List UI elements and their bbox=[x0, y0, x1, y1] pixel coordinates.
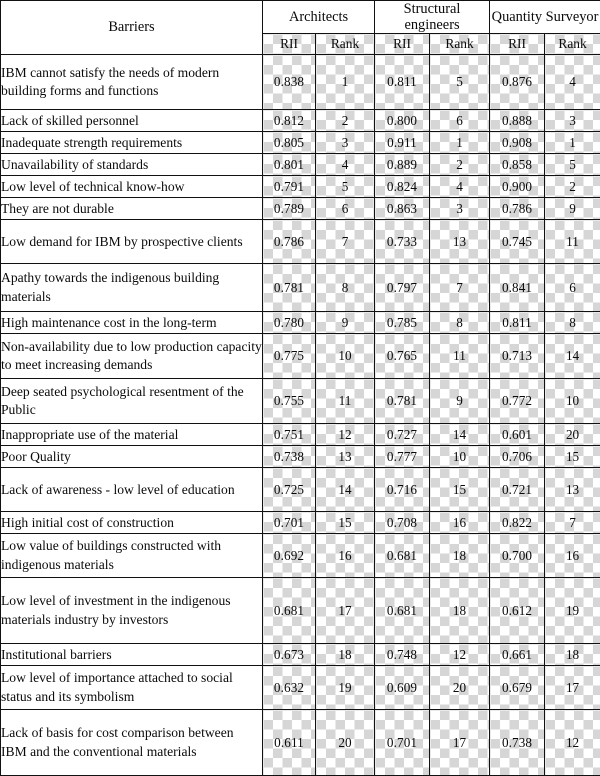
cell-qs-rank: 14 bbox=[545, 334, 600, 379]
cell-qs-rii: 0.811 bbox=[490, 312, 545, 334]
cell-architects-rank: 16 bbox=[316, 534, 375, 578]
table-row bbox=[1, 198, 600, 220]
cell-qs-rank: 4 bbox=[545, 55, 600, 110]
cell-architects-rii: 0.701 bbox=[263, 512, 316, 534]
cell-qs-rii: 0.738 bbox=[490, 710, 545, 776]
cell-architects-rii: 0.812 bbox=[263, 110, 316, 132]
column-header-qs-rii: RII bbox=[490, 34, 545, 55]
barrier-label: Low level of importance attached to social status and its symbolism bbox=[1, 666, 263, 710]
cell-structural-rii: 0.701 bbox=[375, 710, 430, 776]
table-row bbox=[1, 55, 600, 110]
cell-qs-rii: 0.822 bbox=[490, 512, 545, 534]
cell-qs-rii: 0.908 bbox=[490, 132, 545, 154]
table-row bbox=[1, 312, 600, 334]
cell-qs-rank: 11 bbox=[545, 220, 600, 264]
cell-structural-rii: 0.863 bbox=[375, 198, 430, 220]
cell-structural-rii: 0.609 bbox=[375, 666, 430, 710]
cell-qs-rank: 2 bbox=[545, 176, 600, 198]
barrier-label: Low value of buildings constructed with indigenous materials bbox=[1, 534, 263, 578]
table-row bbox=[1, 176, 600, 198]
cell-architects-rii: 0.781 bbox=[263, 264, 316, 312]
cell-structural-rank: 2 bbox=[430, 154, 490, 176]
cell-structural-rii: 0.824 bbox=[375, 176, 430, 198]
cell-structural-rank: 18 bbox=[430, 578, 490, 644]
cell-architects-rii: 0.673 bbox=[263, 644, 316, 666]
cell-architects-rank: 6 bbox=[316, 198, 375, 220]
table-body bbox=[1, 55, 600, 776]
cell-qs-rii: 0.713 bbox=[490, 334, 545, 379]
cell-qs-rank: 16 bbox=[545, 534, 600, 578]
barrier-label: IBM cannot satisfy the needs of modern building forms and functions bbox=[1, 55, 263, 110]
cell-qs-rank: 8 bbox=[545, 312, 600, 334]
cell-qs-rii: 0.841 bbox=[490, 264, 545, 312]
cell-structural-rank: 6 bbox=[430, 110, 490, 132]
table-row bbox=[1, 154, 600, 176]
column-header-structural-rii: RII bbox=[375, 34, 430, 55]
cell-qs-rank: 5 bbox=[545, 154, 600, 176]
barrier-label: Institutional barriers bbox=[1, 644, 263, 666]
barrier-label: Low demand for IBM by prospective clients bbox=[1, 220, 263, 264]
cell-qs-rank: 15 bbox=[545, 446, 600, 468]
cell-structural-rank: 18 bbox=[430, 534, 490, 578]
cell-qs-rii: 0.786 bbox=[490, 198, 545, 220]
cell-qs-rii: 0.612 bbox=[490, 578, 545, 644]
cell-structural-rii: 0.889 bbox=[375, 154, 430, 176]
cell-structural-rank: 15 bbox=[430, 468, 490, 512]
cell-architects-rii: 0.632 bbox=[263, 666, 316, 710]
cell-structural-rank: 12 bbox=[430, 644, 490, 666]
cell-structural-rank: 11 bbox=[430, 334, 490, 379]
table-row bbox=[1, 220, 600, 264]
cell-architects-rank: 18 bbox=[316, 644, 375, 666]
column-group-quantity-surveyor: Quantity Surveyor bbox=[490, 1, 600, 34]
cell-qs-rii: 0.679 bbox=[490, 666, 545, 710]
column-group-structural-engineers: Structural engineers bbox=[375, 1, 490, 34]
barrier-label: High maintenance cost in the long-term bbox=[1, 312, 263, 334]
cell-architects-rii: 0.780 bbox=[263, 312, 316, 334]
cell-architects-rank: 3 bbox=[316, 132, 375, 154]
cell-architects-rank: 15 bbox=[316, 512, 375, 534]
cell-qs-rii: 0.661 bbox=[490, 644, 545, 666]
cell-architects-rank: 5 bbox=[316, 176, 375, 198]
table-row bbox=[1, 424, 600, 446]
barrier-label: Unavailability of standards bbox=[1, 154, 263, 176]
table-row bbox=[1, 468, 600, 512]
barrier-label: Lack of skilled personnel bbox=[1, 110, 263, 132]
barrier-label: Deep seated psychological resentment of the Public bbox=[1, 379, 263, 424]
cell-qs-rii: 0.706 bbox=[490, 446, 545, 468]
cell-qs-rank: 18 bbox=[545, 644, 600, 666]
cell-structural-rank: 8 bbox=[430, 312, 490, 334]
table-row bbox=[1, 264, 600, 312]
cell-qs-rank: 9 bbox=[545, 198, 600, 220]
cell-architects-rii: 0.692 bbox=[263, 534, 316, 578]
cell-qs-rank: 6 bbox=[545, 264, 600, 312]
table-row bbox=[1, 379, 600, 424]
cell-structural-rank: 4 bbox=[430, 176, 490, 198]
cell-structural-rii: 0.733 bbox=[375, 220, 430, 264]
cell-architects-rank: 9 bbox=[316, 312, 375, 334]
cell-architects-rii: 0.611 bbox=[263, 710, 316, 776]
cell-qs-rii: 0.876 bbox=[490, 55, 545, 110]
cell-qs-rank: 20 bbox=[545, 424, 600, 446]
cell-qs-rank: 19 bbox=[545, 578, 600, 644]
barrier-label: Inadequate strength requirements bbox=[1, 132, 263, 154]
cell-qs-rank: 17 bbox=[545, 666, 600, 710]
cell-architects-rank: 2 bbox=[316, 110, 375, 132]
cell-architects-rii: 0.789 bbox=[263, 198, 316, 220]
cell-architects-rank: 17 bbox=[316, 578, 375, 644]
cell-structural-rank: 5 bbox=[430, 55, 490, 110]
cell-structural-rii: 0.797 bbox=[375, 264, 430, 312]
cell-architects-rank: 13 bbox=[316, 446, 375, 468]
barrier-label: Low level of investment in the indigenous materials industry by investors bbox=[1, 578, 263, 644]
cell-architects-rank: 12 bbox=[316, 424, 375, 446]
cell-qs-rank: 7 bbox=[545, 512, 600, 534]
cell-architects-rii: 0.805 bbox=[263, 132, 316, 154]
column-group-architects: Architects bbox=[263, 1, 375, 34]
cell-qs-rii: 0.772 bbox=[490, 379, 545, 424]
cell-structural-rii: 0.911 bbox=[375, 132, 430, 154]
cell-qs-rank: 1 bbox=[545, 132, 600, 154]
table-row bbox=[1, 512, 600, 534]
cell-qs-rii: 0.858 bbox=[490, 154, 545, 176]
cell-qs-rii: 0.900 bbox=[490, 176, 545, 198]
barrier-label: Inappropriate use of the material bbox=[1, 424, 263, 446]
column-header-qs-rank: Rank bbox=[545, 34, 600, 55]
cell-architects-rank: 8 bbox=[316, 264, 375, 312]
table-row bbox=[1, 110, 600, 132]
cell-structural-rii: 0.800 bbox=[375, 110, 430, 132]
cell-structural-rank: 17 bbox=[430, 710, 490, 776]
cell-structural-rank: 1 bbox=[430, 132, 490, 154]
table-row bbox=[1, 578, 600, 644]
barrier-label: They are not durable bbox=[1, 198, 263, 220]
cell-architects-rii: 0.751 bbox=[263, 424, 316, 446]
cell-architects-rank: 1 bbox=[316, 55, 375, 110]
cell-structural-rii: 0.811 bbox=[375, 55, 430, 110]
cell-architects-rank: 19 bbox=[316, 666, 375, 710]
cell-architects-rank: 10 bbox=[316, 334, 375, 379]
cell-architects-rank: 14 bbox=[316, 468, 375, 512]
cell-structural-rank: 7 bbox=[430, 264, 490, 312]
table-row bbox=[1, 644, 600, 666]
cell-structural-rii: 0.681 bbox=[375, 534, 430, 578]
cell-structural-rank: 13 bbox=[430, 220, 490, 264]
table-row bbox=[1, 710, 600, 776]
cell-qs-rank: 13 bbox=[545, 468, 600, 512]
cell-architects-rank: 11 bbox=[316, 379, 375, 424]
table-row bbox=[1, 334, 600, 379]
cell-architects-rii: 0.681 bbox=[263, 578, 316, 644]
cell-architects-rii: 0.791 bbox=[263, 176, 316, 198]
cell-structural-rii: 0.708 bbox=[375, 512, 430, 534]
cell-structural-rii: 0.681 bbox=[375, 578, 430, 644]
column-header-barriers: Barriers bbox=[1, 1, 263, 55]
table-row bbox=[1, 132, 600, 154]
barrier-label: Low level of technical know-how bbox=[1, 176, 263, 198]
cell-structural-rii: 0.765 bbox=[375, 334, 430, 379]
cell-structural-rank: 14 bbox=[430, 424, 490, 446]
table-header bbox=[1, 1, 600, 55]
cell-architects-rii: 0.725 bbox=[263, 468, 316, 512]
column-header-structural-rank: Rank bbox=[430, 34, 490, 55]
cell-structural-rank: 9 bbox=[430, 379, 490, 424]
barrier-label: Poor Quality bbox=[1, 446, 263, 468]
barrier-label: Lack of basis for cost comparison between IBM and the conventional materials bbox=[1, 710, 263, 776]
cell-qs-rank: 3 bbox=[545, 110, 600, 132]
cell-architects-rank: 4 bbox=[316, 154, 375, 176]
cell-architects-rii: 0.738 bbox=[263, 446, 316, 468]
cell-qs-rank: 10 bbox=[545, 379, 600, 424]
cell-architects-rii: 0.838 bbox=[263, 55, 316, 110]
cell-architects-rank: 7 bbox=[316, 220, 375, 264]
cell-structural-rii: 0.748 bbox=[375, 644, 430, 666]
column-header-architects-rii: RII bbox=[263, 34, 316, 55]
cell-structural-rank: 16 bbox=[430, 512, 490, 534]
cell-architects-rank: 20 bbox=[316, 710, 375, 776]
cell-structural-rii: 0.777 bbox=[375, 446, 430, 468]
cell-qs-rii: 0.888 bbox=[490, 110, 545, 132]
cell-qs-rii: 0.721 bbox=[490, 468, 545, 512]
barrier-label: Non-availability due to low production capacity to meet increasing demands bbox=[1, 334, 263, 379]
cell-architects-rii: 0.801 bbox=[263, 154, 316, 176]
column-header-architects-rank: Rank bbox=[316, 34, 375, 55]
table-row bbox=[1, 666, 600, 710]
barrier-label: High initial cost of construction bbox=[1, 512, 263, 534]
cell-structural-rank: 20 bbox=[430, 666, 490, 710]
cell-architects-rii: 0.786 bbox=[263, 220, 316, 264]
cell-structural-rii: 0.727 bbox=[375, 424, 430, 446]
header-group-row bbox=[1, 1, 600, 34]
cell-structural-rank: 3 bbox=[430, 198, 490, 220]
cell-architects-rii: 0.775 bbox=[263, 334, 316, 379]
barrier-label: Apathy towards the indigenous building materials bbox=[1, 264, 263, 312]
table-row bbox=[1, 446, 600, 468]
cell-structural-rii: 0.785 bbox=[375, 312, 430, 334]
cell-structural-rii: 0.781 bbox=[375, 379, 430, 424]
cell-qs-rii: 0.601 bbox=[490, 424, 545, 446]
barrier-label: Lack of awareness - low level of education bbox=[1, 468, 263, 512]
cell-qs-rii: 0.700 bbox=[490, 534, 545, 578]
cell-architects-rii: 0.755 bbox=[263, 379, 316, 424]
cell-structural-rii: 0.716 bbox=[375, 468, 430, 512]
cell-qs-rank: 12 bbox=[545, 710, 600, 776]
cell-structural-rank: 10 bbox=[430, 446, 490, 468]
table-row bbox=[1, 534, 600, 578]
cell-qs-rii: 0.745 bbox=[490, 220, 545, 264]
